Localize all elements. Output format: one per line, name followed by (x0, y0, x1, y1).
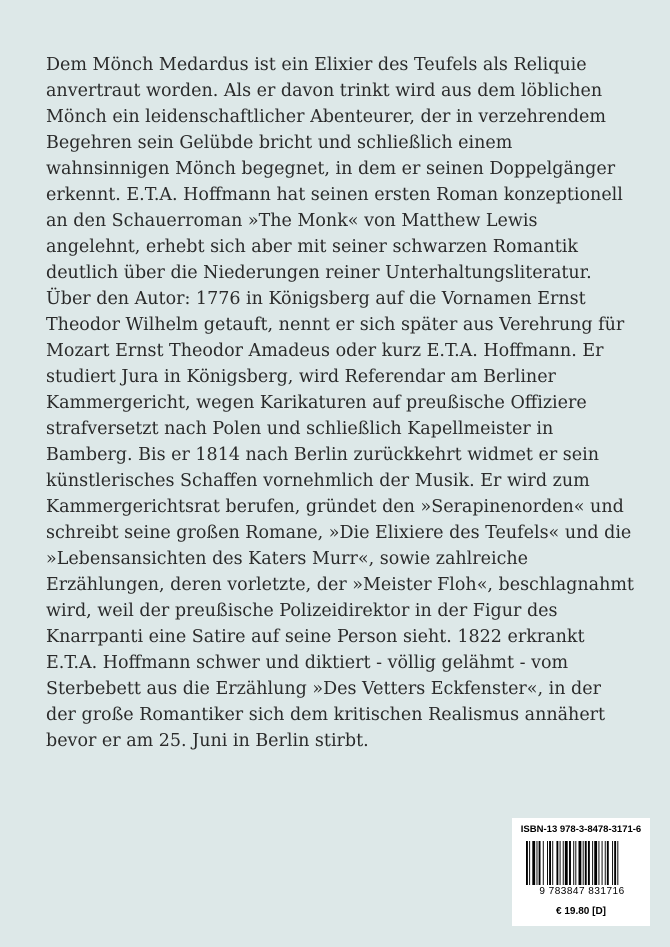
price-label: € 19.80 [D] (555, 906, 607, 917)
description-text: Dem Mönch Medardus ist ein Elixier des Teufels als Reliquie anvertraut worden. Als er davon trinkt wird aus dem löblichen Mönch ein leidenschaftlicher Abenteurer, der in verzehrendem Begehren sein Gelübde bricht und schließlich einem wahnsinnigen Mönch begegnet, in dem er seinen Doppelgänger erkennt. E.T.A. Hoffmann hat seinen ersten Roman konzeptionell an den Schauerroman »The Monk« von Matthew Lewis angelehnt, erhebt sich aber mit seiner schwarzen Romantik deutlich über die Niederungen reiner Unterhaltungsliteratur. (46, 55, 623, 283)
barcode-bar (598, 841, 599, 885)
barcode-bar (607, 841, 609, 885)
barcode-bar (537, 841, 538, 885)
barcode-bar (585, 841, 587, 885)
barcode-bar (563, 841, 564, 885)
barcode-bar (565, 841, 568, 885)
barcode-box (512, 818, 650, 926)
barcode-digits: 9 783847 831716 (539, 886, 625, 897)
barcode-bar (602, 841, 603, 885)
barcode-bar (614, 841, 616, 885)
barcode-bar (569, 841, 571, 885)
barcode-bar (588, 841, 590, 885)
barcode-bar (529, 841, 530, 885)
barcode-bar (556, 841, 558, 885)
barcode-bar (594, 841, 597, 885)
barcode-bar (579, 841, 582, 885)
barcode-bar (605, 841, 606, 885)
barcode-bar (549, 841, 551, 885)
barcode-bar (532, 841, 535, 885)
barcode-bar (547, 841, 548, 885)
barcode-bar (575, 841, 576, 885)
barcode-bar (539, 841, 541, 885)
barcode-bar (612, 841, 613, 885)
barcode-bar (526, 841, 528, 885)
barcode-bar (583, 841, 584, 885)
barcode-bar (552, 841, 553, 885)
isbn-label: ISBN-13 978-3-8478-3171-6 (520, 824, 642, 835)
author-bio-text: Über den Autor: 1776 in Königsberg auf die Vornamen Ernst Theodor Wilhelm getauft, nennt er sich später aus Verehrung für Mozart Ernst Theodor Amadeus oder kurz E.T.A. Hoffmann. Er studiert Jura in Königsberg, wird Referendar am Berliner Kammergericht, wegen Karikaturen auf preußische Offiziere strafversetzt nach Polen und schließlich Kapellmeister in Bamberg. Bis er 1814 nach Berlin zurückkehrt widmet er sein künstlerisches Schaffen vornehmlich der Musik. Er wird zum Kammergerichtsrat berufen, gründet den »Serapinenorden« und schreibt seine großen Romane, »Die Elixiere des Teufels« und die »Lebensansichten des Katers Murr«, sowie zahlreiche Erzählungen, deren vorletzte, der »Meister Floh«, beschlagnahmt wird, weil der preußische Polizeidirektor in der Figur des Knarrpanti eine Satire auf seine Person sieht. 1822 erkrankt E.T.A. Hoffmann schwer und diktiert - völlig gelähmt - vom Sterbebett aus die Erzählung »Des Vetters Eckfenster«, in der der große Romantiker sich dem kritischen Realismus annähert bevor er am 25. Juni in Berlin stirbt. (46, 289, 634, 751)
barcode-bar (617, 841, 618, 885)
barcode-bar (560, 841, 561, 885)
barcode-bar (543, 841, 544, 885)
barcode-bar (573, 841, 574, 885)
author-bio-paragraph (46, 286, 634, 754)
barcode-bar (592, 841, 593, 885)
description-paragraph (46, 52, 634, 286)
